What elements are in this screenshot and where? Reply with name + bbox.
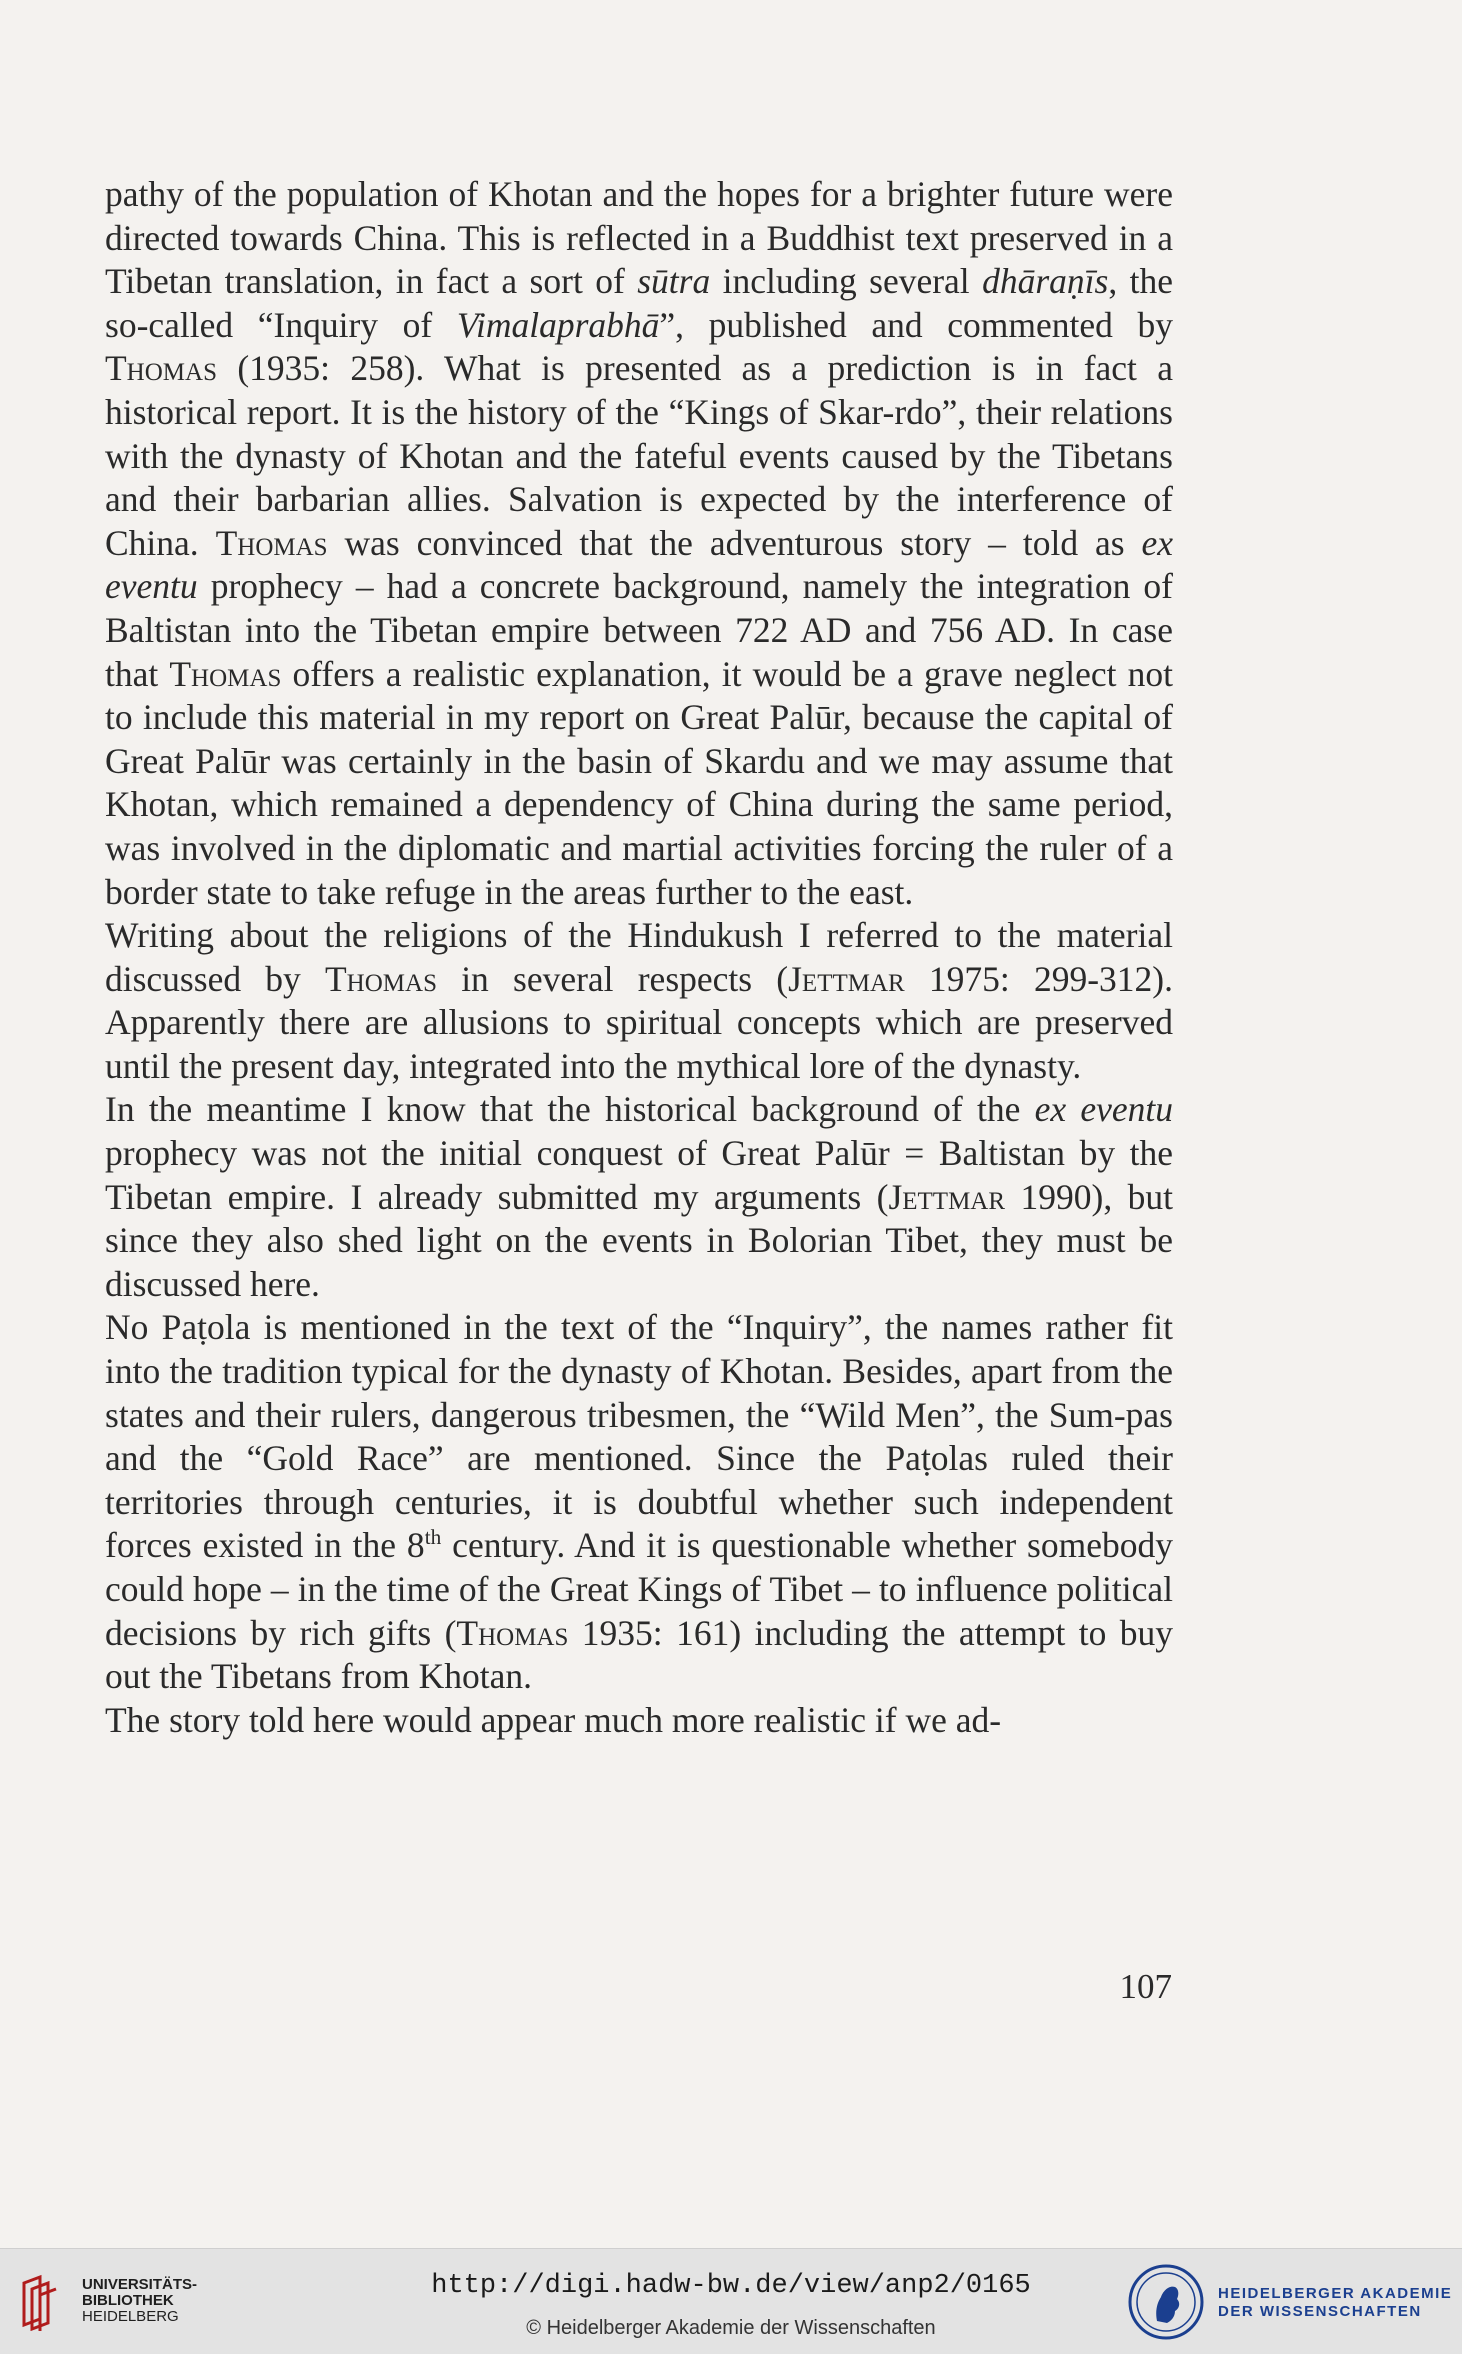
text-run: 1990), but since they also shed light on the events in Bolorian Tibet, they must be discussed here.	[105, 1176, 1173, 1304]
italic-term: sūtra	[637, 261, 711, 302]
academy-line-2: DER WISSENSCHAFTEN	[1218, 2303, 1422, 2320]
text-run: century. And it is questionable whether somebody could hope – in the time of the Great Kings of Tibet – to influence political decisions by rich gifts (	[105, 1525, 1173, 1653]
academy-seal-icon	[1127, 2263, 1205, 2341]
academy-name	[1218, 2285, 1452, 2321]
text-run: 1975: 299-312). Apparently there are allusions to spiritual concepts which are preserved until the present day, integrated into the mythical lore of the dynasty.	[105, 958, 1173, 1086]
page-body	[105, 173, 1173, 1742]
library-line-3: HEIDELBERG	[82, 2308, 179, 2325]
text-run: including several	[710, 261, 983, 302]
text-run: offers a realistic explanation, it would be a grave neglect not to include this material in my report on Great Palūr, because the capital of Great Palūr was certainly in the basin of Skardu and we may assume that Khotan, which remained a dependency of China during the same period, was involved in the diplomatic and martial activities forcing the ruler of a border state to take refuge in the areas further to the east.	[105, 653, 1173, 912]
paragraph-3	[105, 1088, 1173, 1306]
author-name: Jettmar	[788, 958, 905, 999]
author-name: Thomas	[325, 958, 437, 999]
text-run: Writing about the religions of the Hindukush I referred to the material discussed by	[105, 915, 1173, 999]
author-name: Thomas	[456, 1612, 569, 1653]
library-line-1: UNIVERSITÄTS-	[82, 2276, 198, 2293]
text-run: , the so-called “Inquiry of	[105, 261, 1174, 345]
library-line-2: BIBLIOTHEK	[82, 2292, 174, 2309]
text-run: No Paṭola is mentioned in the text of the “Inquiry”, the names rather fit into the tradition typical for the dynasty of Khotan. Besides, apart from the states and their rulers, dangerous tribesmen, the “Wild Men”, the Sum-pas and the “Gold Race” are mentioned. Since the Paṭolas ruled their territories through centuries, it is doubtful whether such independent forces existed in the 8	[105, 1307, 1173, 1566]
italic-term: ex eventu	[105, 522, 1173, 607]
author-name: Thomas	[215, 522, 328, 563]
text-run: prophecy – had a concrete background, namely the integration of Baltistan into the Tibetan empire between 722 AD and 756 AD. In case that	[105, 566, 1173, 694]
author-name: Thomas	[105, 348, 217, 389]
text-run: In the meantime I know that the historical background of the	[105, 1089, 1035, 1130]
copyright-notice: © Heidelberger Akademie der Wissenschaften	[526, 2317, 936, 2339]
footer-bar	[0, 2248, 1462, 2354]
paragraph-1	[105, 173, 1173, 914]
text-run: ”, published and commented by	[659, 304, 1174, 345]
text-run: was convinced that the adventurous story – told as	[327, 522, 1142, 563]
author-name: Thomas	[169, 653, 282, 694]
text-run: (1935: 258). What is presented as a prediction is in fact a historical report. It is the history of the “Kings of Skar-rdo”, their relations with the dynasty of Khotan and the fateful events caused by the Tibetans and their barbarian allies. Salvation is expected by the interference of China.	[105, 348, 1173, 563]
ordinal-suffix: th	[424, 1525, 442, 1550]
page-number: 107	[1119, 1967, 1172, 2006]
italic-term: dhāraṇīs	[982, 261, 1109, 302]
paragraph-4	[105, 1306, 1173, 1698]
text-run: prophecy was not the initial conquest of Great Palūr = Baltistan by the Tibetan empire. I already submitted my arguments (	[105, 1133, 1173, 1217]
text-run: in several respects (	[436, 958, 789, 999]
permalink-url[interactable]: http://digi.hadw-bw.de/view/anp2/0165	[431, 2271, 1031, 2301]
paragraph-2	[105, 914, 1173, 1088]
italic-term: Vimalaprabhā	[456, 304, 660, 345]
italic-term: ex eventu	[1034, 1089, 1173, 1130]
text-run: pathy of the population of Khotan and the hopes for a brighter future were directed towards China. This is reflected in a Buddhist text preserved in a Tibetan translation, in fact a sort of	[105, 174, 1173, 302]
paragraph-5	[105, 1699, 1173, 1743]
text-run: 1935: 161) including the attempt to buy out the Tibetans from Khotan.	[105, 1612, 1174, 1697]
text-run: The story told here would appear much more realistic if we ad-	[105, 1699, 1002, 1740]
author-name: Jettmar	[888, 1176, 1006, 1217]
academy-line-1: HEIDELBERGER AKADEMIE	[1218, 2285, 1453, 2302]
